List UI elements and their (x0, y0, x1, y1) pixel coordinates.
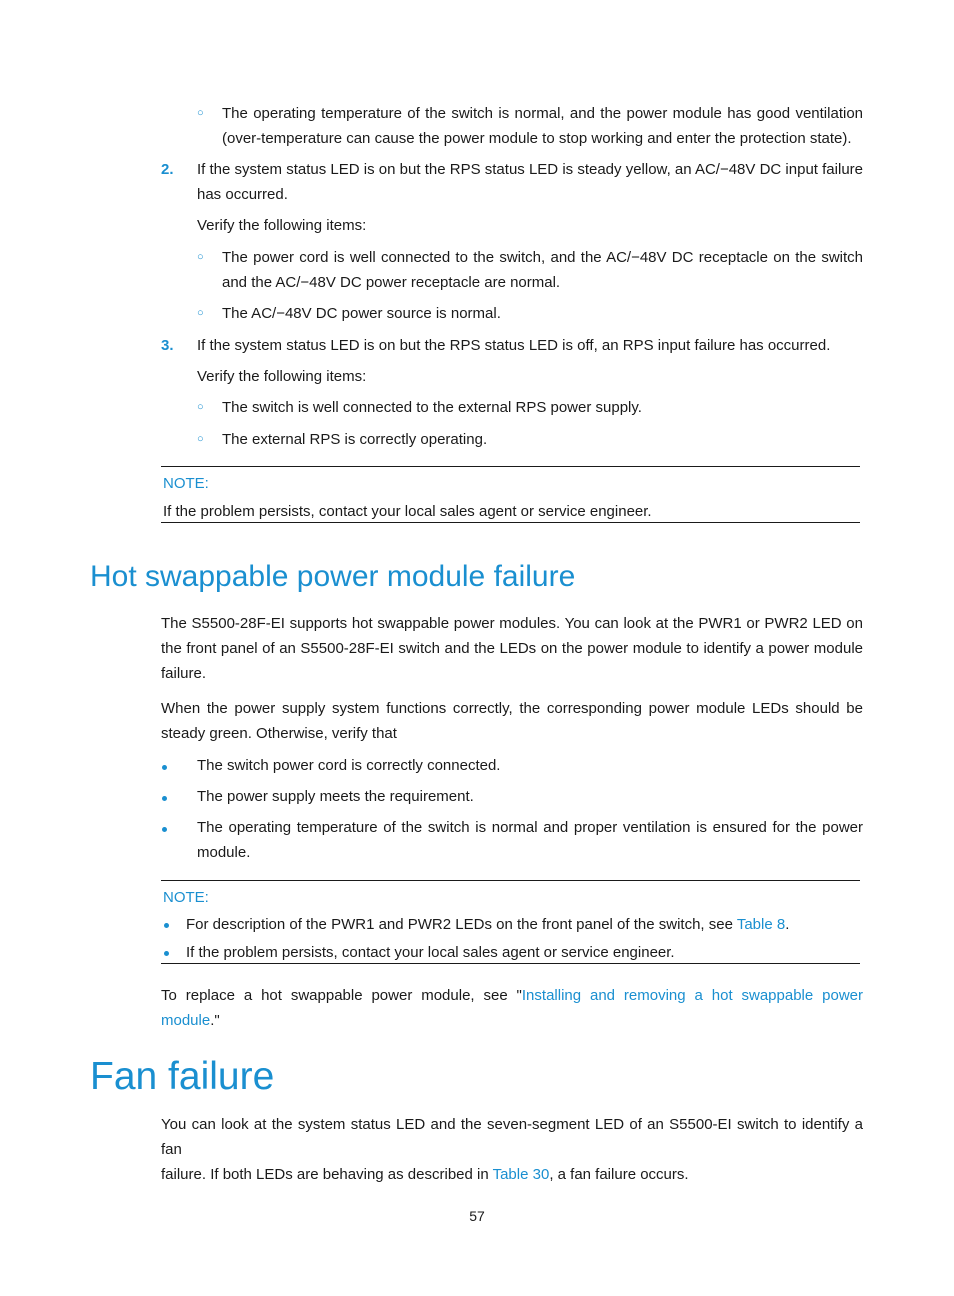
bullet-item: The switch is well connected to the external RPS power supply. (222, 399, 642, 416)
hollow-circle-bullet-icon: ○ (197, 307, 204, 319)
note-label: NOTE: (163, 889, 209, 906)
bullet-item: The external RPS is correctly operating. (222, 431, 488, 448)
bullet-item: The AC/−48V DC power source is normal. (222, 305, 501, 322)
page-number: 57 (469, 1208, 485, 1224)
note-text: If the problem persists, contact your local sales agent or service engineer. (163, 503, 652, 520)
hollow-circle-bullet-icon: ○ (197, 251, 204, 263)
bullet-item: The operating temperature of the switch is normal, and the power module has good ventilation (over-temperature can cause the power module to stop working and enter the protection state). (222, 105, 863, 147)
filled-circle-bullet-icon (164, 923, 169, 928)
install-remove-link[interactable]: Installing and removing a hot swappable power (521, 987, 863, 1004)
note-bottom-rule (161, 522, 860, 523)
table-8-link[interactable]: Table 8 (736, 916, 786, 933)
step-number: 2. (161, 161, 174, 178)
bullet-item: The operating temperature of the switch is normal and proper ventilation is ensured for the power module. (197, 819, 863, 861)
note-item: For description of the PWR1 and PWR2 LEDs on the front panel of the switch, see Table 8. (186, 916, 790, 933)
note-top-rule (161, 880, 860, 881)
install-remove-link[interactable]: module (161, 1012, 211, 1029)
step-text: If the system status LED is on but the RPS status LED is off, an RPS input failure has occurred. (197, 337, 831, 354)
bullet-item: The power supply meets the requirement. (197, 788, 474, 805)
note-item: If the problem persists, contact your local sales agent or service engineer. (186, 944, 675, 961)
filled-circle-bullet-icon (164, 951, 169, 956)
note-label: NOTE: (163, 475, 209, 492)
hollow-circle-bullet-icon: ○ (197, 433, 204, 445)
hollow-circle-bullet-icon: ○ (197, 107, 204, 119)
section-heading: Hot swappable power module failure (90, 560, 576, 593)
verify-label: Verify the following items: (197, 368, 367, 385)
filled-circle-bullet-icon (162, 827, 167, 832)
filled-circle-bullet-icon (162, 765, 167, 770)
filled-circle-bullet-icon (162, 796, 167, 801)
note-top-rule (161, 466, 860, 467)
bullet-item: The switch power cord is correctly connected. (197, 757, 501, 774)
section-heading: Fan failure (90, 1055, 275, 1098)
paragraph: You can look at the system status LED and the seven-segment LED of an S5500-EI switch to identify a fan failure. If both LEDs are behaving as described in Table 30, a fan failure occurs. (161, 1116, 863, 1183)
paragraph: To replace a hot swappable power module, see "Installing and removing a hot swappable power module." (161, 987, 863, 1029)
step-number: 3. (161, 337, 174, 354)
paragraph: The S5500-28F-EI supports hot swappable power modules. You can look at the PWR1 or PWR2 LED on the front panel of an S5500-28F-EI switch and the LEDs on the power module to identify a power module failure. (161, 615, 863, 682)
hollow-circle-bullet-icon: ○ (197, 401, 204, 413)
bullet-item: The power cord is well connected to the switch, and the AC/−48V DC receptacle on the switch and the AC/−48V DC power receptacle are normal. (222, 249, 863, 291)
table-30-link[interactable]: Table 30 (492, 1166, 550, 1183)
step-text: If the system status LED is on but the RPS status LED is steady yellow, an AC/−48V DC input failure has occurred. (197, 161, 863, 203)
note-bottom-rule (161, 963, 860, 964)
verify-label: Verify the following items: (197, 217, 367, 234)
paragraph: When the power supply system functions correctly, the corresponding power module LEDs should be steady green. Otherwise, verify that (161, 700, 863, 742)
